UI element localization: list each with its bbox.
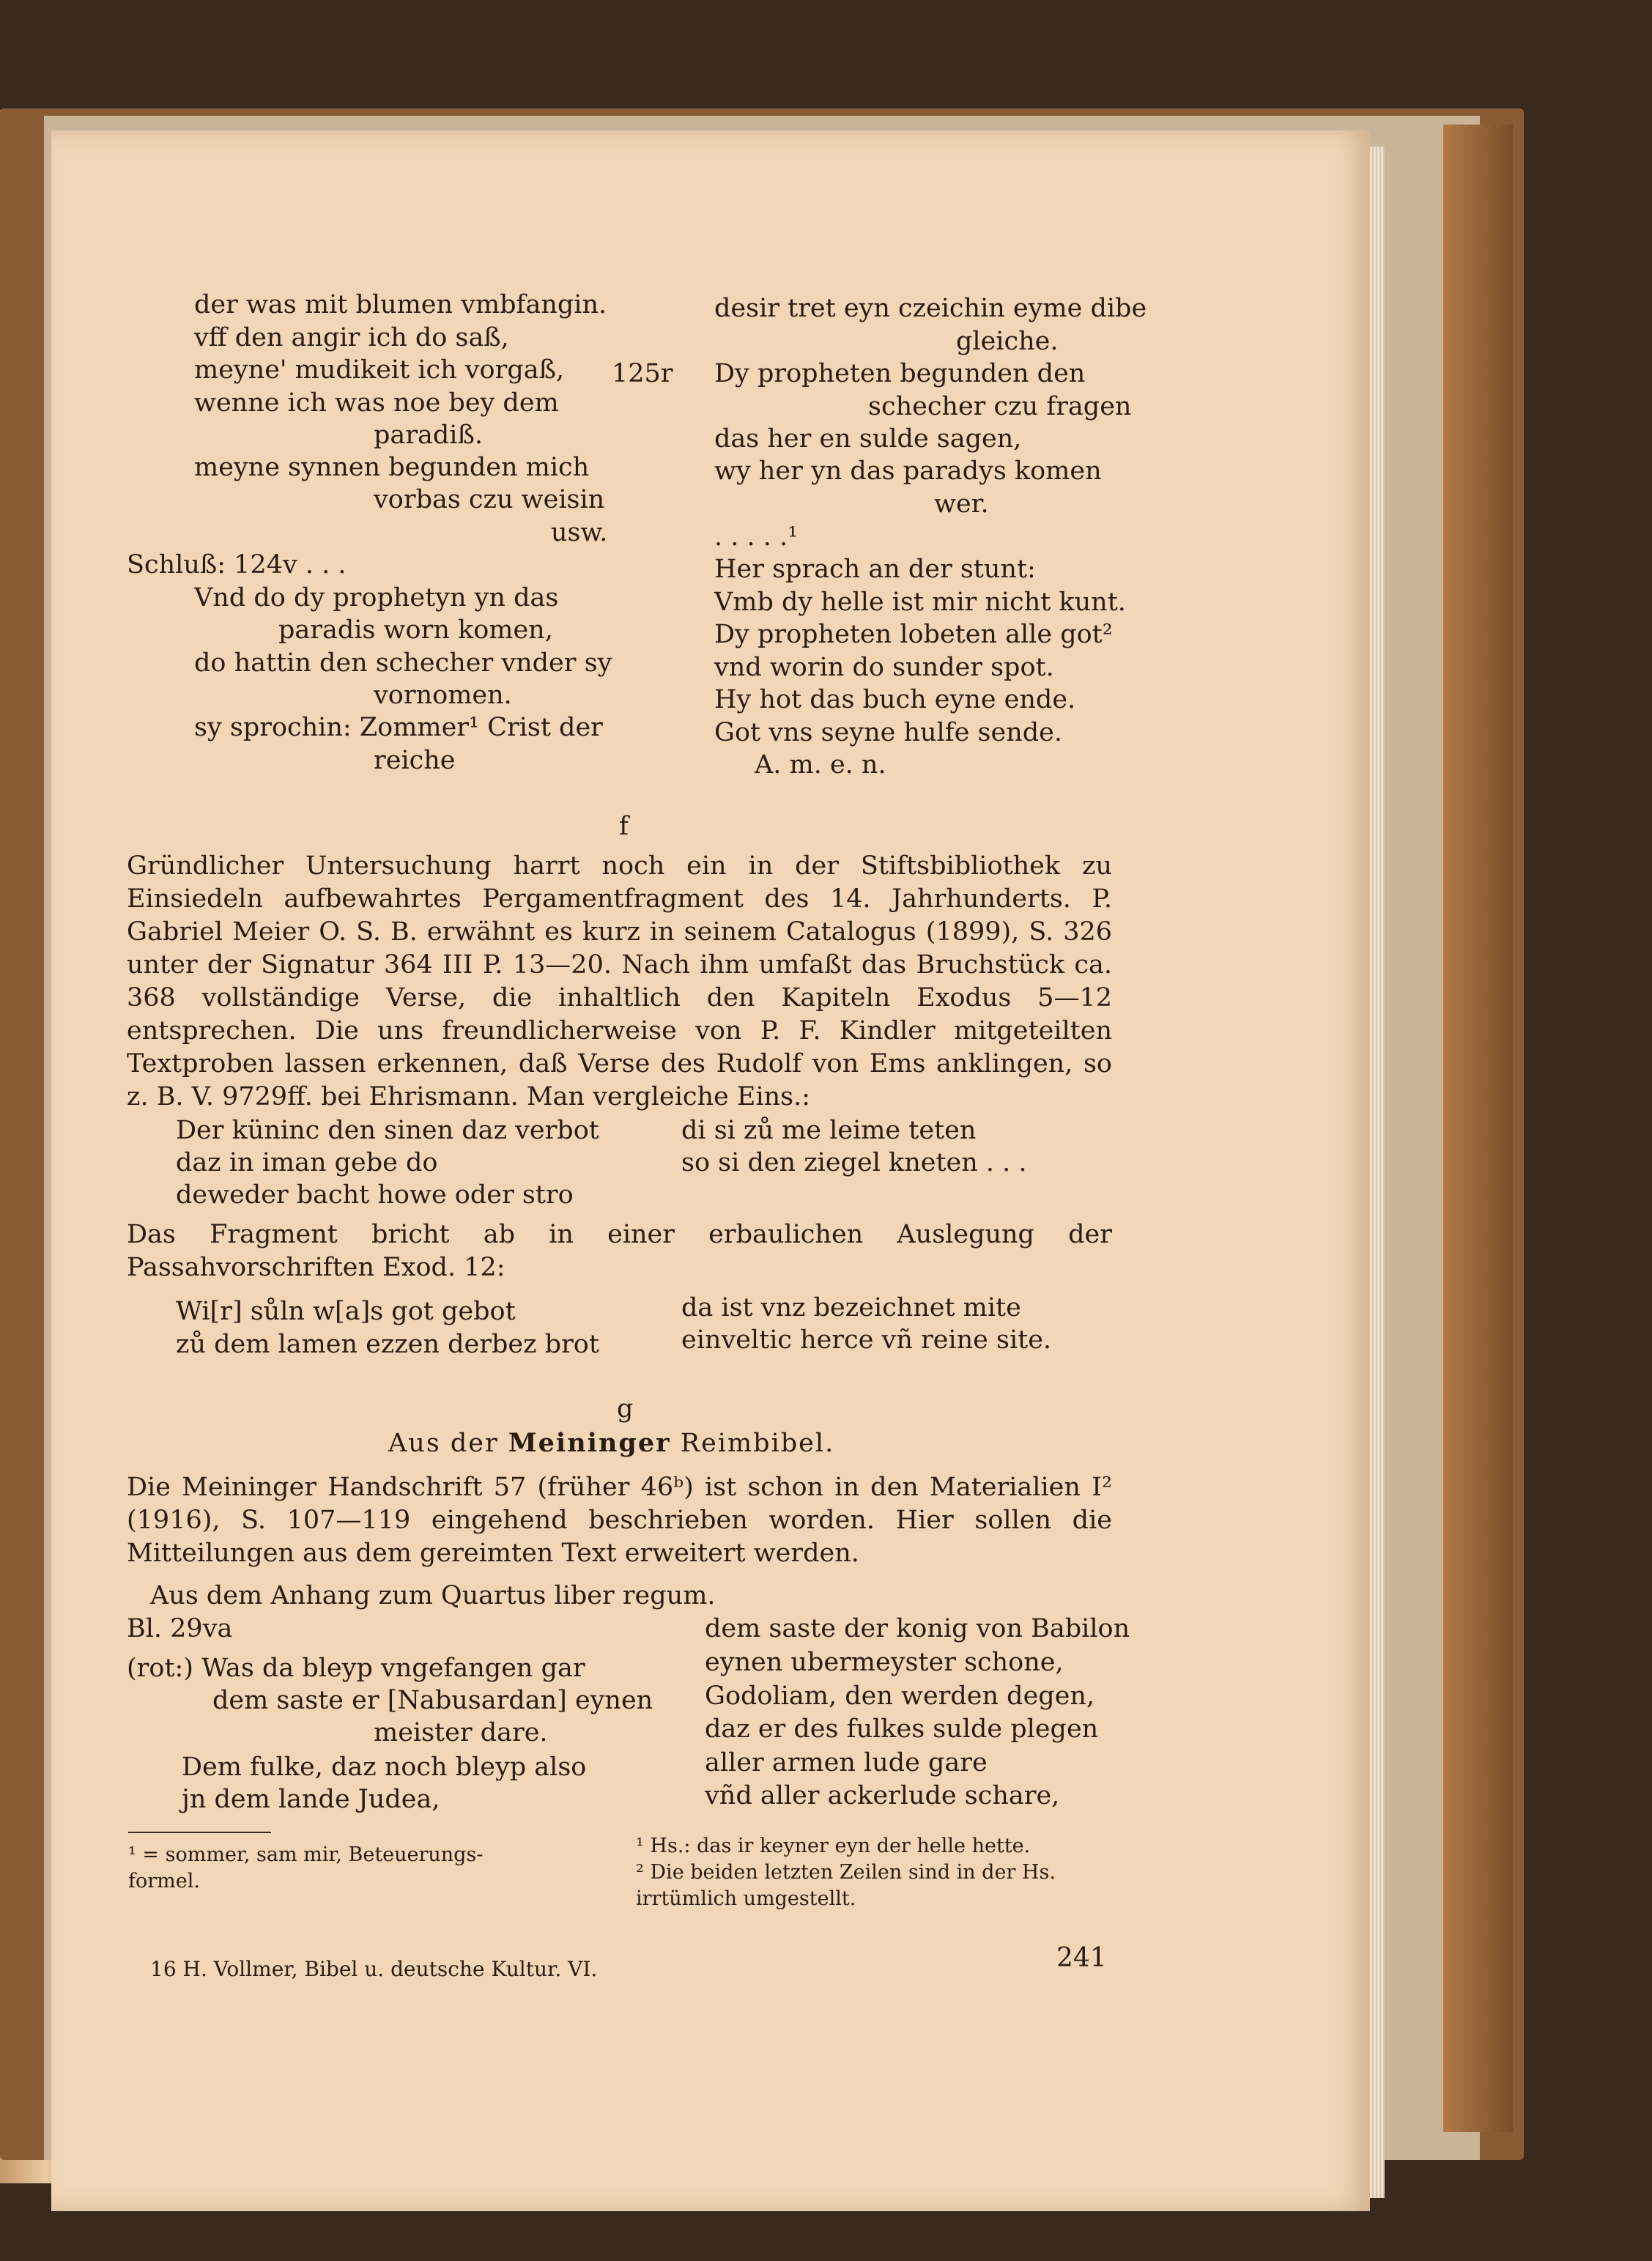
verse-line: das her en sulde sagen, — [714, 424, 1022, 454]
footnote-right: irrtümlich umgestellt. — [636, 1887, 856, 1910]
verse-line: Der küninc den sinen daz verbot — [176, 1116, 599, 1145]
verse-line: schecher czu fragen — [868, 392, 1132, 421]
verse-line: Dy propheten begunden den — [714, 359, 1086, 388]
verse-line: zů dem lamen ezzen derbez brot — [176, 1330, 599, 1359]
folio-marker: Bl. 29va — [127, 1614, 233, 1643]
verse-line: di si zů me leime teten — [681, 1116, 977, 1145]
verse-line: da ist vnz bezeichnet mite — [681, 1293, 1021, 1322]
verse-line: daz er des fulkes sulde plegen — [705, 1714, 1099, 1744]
footnote-right: ¹ Hs.: das ir keyner eyn der helle hette. — [636, 1835, 1031, 1857]
verse-line: Got vns seyne hulfe sende. — [714, 718, 1062, 747]
section-f-paragraph: Gründlicher Untersuchung harrt noch ein in der Stiftsbibliothek zu Einsiedeln aufbewahrtes Pergamentfragment des 14. Jahrhunderts. P. Gabriel Meier O. S. B. erwähnt es kurz in seinem Catalogus (1899), S. 326 unter der Signatur 364 III P. 13—20. Nach ihm umfaßt das Bruchstück ca. 368 vollständige Verse, die inhaltlich den Kapiteln Exodus 5—12 entsprechen. Die uns freundlicherweise von P. F. Kindler mitgeteilten Textproben lassen erkennen, daß Verse des Rudolf von Ems anklingen, so z. B. V. 9729ff. bei Ehrismann. Man vergleiche Eins.: — [127, 851, 1112, 1111]
verse-line: gleiche. — [956, 327, 1059, 356]
verse-line: Dy propheten lobeten alle got² — [714, 620, 1113, 649]
verse-line: aller armen lude gare — [705, 1748, 988, 1777]
verse-line: wy her yn das paradys komen — [714, 456, 1102, 486]
verse-line: usw. — [551, 518, 608, 547]
verse-line: jn dem lande Judea, — [182, 1785, 440, 1814]
verse-line: sy sprochin: Zommer¹ Crist der — [194, 713, 603, 742]
verse-line: dem saste der konig von Babilon — [705, 1614, 1130, 1643]
verse-line: Vnd do dy prophetyn yn das — [194, 583, 559, 613]
verse-line: paradis worn komen, — [278, 615, 553, 645]
heading-bold: Meininger — [508, 1428, 671, 1458]
verse-line: einveltic herce vñ reine site. — [681, 1325, 1052, 1355]
verse-line: Wi[r] sůln w[a]s got gebot — [176, 1297, 516, 1326]
verse-line: wer. — [934, 489, 989, 519]
section-letter-f: f — [619, 812, 629, 841]
verse-line: desir tret eyn czeichin eyme dibe — [714, 294, 1147, 323]
verse-line: daz in iman gebe do — [176, 1148, 438, 1177]
verse-line: Vmb dy helle ist mir nicht kunt. — [714, 588, 1126, 617]
footnote-rule — [128, 1832, 271, 1833]
verse-line: Dem fulke, daz noch bleyp also — [182, 1753, 587, 1782]
verse-line: meister dare. — [374, 1718, 548, 1747]
verse-line: A. m. e. n. — [755, 750, 886, 780]
verse-line: Hy hot das buch eyne ende. — [714, 685, 1076, 714]
verse-line: meyne' mudikeit ich vorgaß, — [194, 355, 565, 385]
section-letter-g: g — [617, 1394, 634, 1424]
verse-line: meyne synnen begunden mich — [194, 453, 590, 482]
footnote-left: formel. — [128, 1870, 200, 1892]
verse-line: dem saste er [Nabusardan] eynen — [212, 1686, 653, 1715]
verse-line: reiche — [374, 746, 456, 775]
verse-line: vorbas czu weisin — [374, 485, 605, 514]
verse-line: eynen ubermeyster schone, — [705, 1648, 1064, 1677]
verse-line: Godoliam, den werden degen, — [705, 1681, 1095, 1711]
heading-post: Reimbibel. — [680, 1429, 835, 1458]
section-g-intro: Aus dem Anhang zum Quartus liber regum. — [150, 1581, 716, 1610]
verse-line: Schluß: 124v . . . — [127, 550, 347, 580]
section-f-paragraph-2: Das Fragment bricht ab in einer erbaulichen Auslegung der Passahvorschriften Exod. 12: — [127, 1220, 1112, 1282]
verse-line: do hattin den schecher vnder sy — [194, 648, 612, 678]
verse-line: deweder bacht howe oder stro — [176, 1180, 574, 1210]
section-g-paragraph: Die Meininger Handschrift 57 (früher 46ᵇ) ist schon in den Materialien I² (1916), S. 107—119 eingehend beschrieben worden. Hier sollen die Mitteilungen aus dem gereimten Text erweitert werden. — [127, 1473, 1112, 1568]
verse-line: paradiß. — [374, 421, 483, 450]
verse-line: vnd worin do sunder spot. — [714, 653, 1054, 682]
heading-pre: Aus der — [388, 1429, 499, 1458]
footnote-left: ¹ = sommer, sam mir, Beteuerungs- — [128, 1843, 484, 1866]
verse-line: vff den angir ich do saß, — [194, 323, 509, 352]
verse-line: . . . . .¹ — [714, 522, 799, 552]
verse-line: Her sprach an der stunt: — [714, 555, 1036, 584]
verse-line: vñd aller ackerlude schare, — [705, 1781, 1060, 1810]
page-number: 241 — [1056, 1943, 1107, 1973]
verse-line: (rot:) Was da bleyp vngefangen gar — [127, 1654, 585, 1683]
printer-signature: 16 H. Vollmer, Bibel u. deutsche Kultur. VI. — [150, 1957, 598, 1981]
section-g-heading — [388, 1426, 834, 1460]
verse-line: vornomen. — [374, 681, 512, 710]
footnote-right: ² Die beiden letzten Zeilen sind in der Hs. — [636, 1861, 1056, 1884]
verse-line: der was mit blumen vmbfangin. — [194, 290, 607, 319]
verse-line: wenne ich was noe bey dem — [194, 388, 559, 418]
verse-line: so si den ziegel kneten . . . — [681, 1148, 1027, 1177]
folio-marker: 125r — [612, 359, 673, 388]
